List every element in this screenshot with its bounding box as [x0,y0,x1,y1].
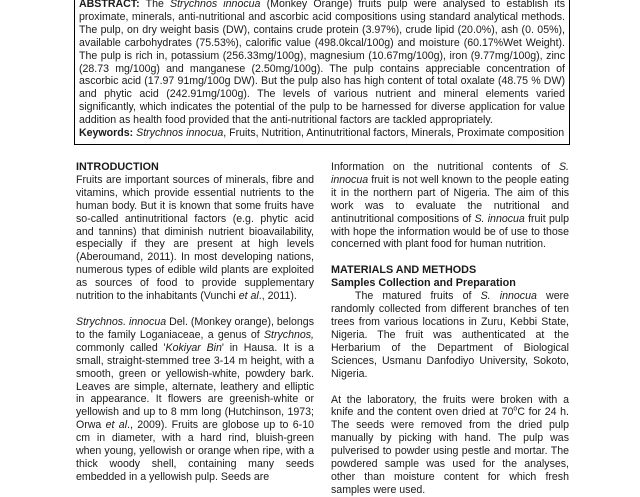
paragraph-italic: Strychnos. innocua [76,315,167,328]
introduction-paragraph [76,174,314,303]
paragraph-italic: et al [105,419,128,432]
keywords-species: Strychnos innocua [136,127,224,140]
intro-continued-paragraph [331,161,569,251]
abstract-text: (Monkey Orange) fruits pulp were analysed to establish its proximate, minerals, anti-nutritional and ascorbic acid compositions using standard analytical methods. The pulp, on dry weight basis (DW), contains crude protein (3.97%), crude lipid (20.0%), ash (0. 05%), available carbohydrates (75.53%), calorific value (498.0kcal/100g) and moisture (60.17%Wet Weight). The pulp is rich in, potassium (256.33mg/100g), magnesium (10.67mg/100g), iron (9.77mg/100g), zinc (28.73 mg/100g) and manganese (2.50mg/100g). The pulp contains appreciable concentration of ascorbic acid (17.97 91mg/100g DW). But the pulp also has high content of total oxalate (48.75 % DW) and phytic acid (242.91mg/100g). The levels of various nutrient and mineral elements varied significantly, which indicates the potential of the pulp to be harnessed for diverse application for value addition as health food provided that the anti-nutritional factors are tackled appropriately. [79,0,566,127]
paragraph-text: The matured fruits of [355,290,481,303]
keywords-text: , Fruits, Nutrition, Antinutritional factors, Minerals, Proximate composition [223,127,565,140]
paragraph-italic: et al [238,290,259,303]
paragraph-text: were randomly collected from different branches of ten trees from various locations in Zuru, Kebbi State, Nigeria. The fruit was authenticated at the Herbarium of the Department of Biological Sciences, Usmanu Danfodiyo University, Sokoto, Nigeria. [331,290,570,380]
paragraph-text: Del. (Monkey orange), belongs to the family Loganiaceae, a genus of [76,315,314,341]
paragraph-text: Fruits are important sources of minerals, fibre and vitamins, which provide essential nutrients to the human body. But it is known that some fruits have so-called antinutritional factors (e.g. phytic acid and tannins) that diminish nutrient bioavailability, especially if they are present at high levels (Aberoumand, 2011). In most developing nations, numerous types of edible wild plants are exploited as sources of food to provide supplementary nutrition to the inhabitants (Vunchi [76,173,314,303]
introduction-heading: INTRODUCTION [76,161,159,173]
paragraph-gap [331,251,569,264]
paragraph-text: fruit pulp with hope the information would be of use to those concerned with plant food for human nutrition. [331,212,570,251]
paragraph-italic: S. innocua [480,290,537,303]
paragraph-text: At the laboratory, the fruits were broken with a knife and the content oven dried at 70 [331,393,569,419]
paragraph-gap [76,303,314,316]
paragraph-italic: S. innocua [474,212,525,225]
abstract-box [74,0,570,145]
paragraph-text: ' in Hausa. It is a small, straight-stemmed tree 3-14 m height, with a smooth, green or yellowish-white, powdery bark. Leaves are simple, alternate, leathery and elliptic in appearance. It flowers are greenish-white or yellowish and up to 8 mm long (Hutchinson, 1973; Orwa [76,341,314,432]
samples-subheading: Samples Collection and Preparation [331,277,516,290]
paragraph-text: ., 2011). [258,290,297,303]
paragraph-text: ., 2009). Fruits are globose up to 6-10 cm in diameter, with a hard rind, bluish-green when young, yellowish or orange when ripe, with a thick woody shell, containing many seeds embedded in a yellowish pulp. Seeds are [76,419,314,483]
left-column [76,161,314,484]
paragraph-gap [331,381,569,394]
paragraph-text: commonly called ' [76,341,166,354]
paragraph-text: fruit is not well known to the people eating it in the northern part of Nigeria. The aim of this work was to evaluate the nutritional and antinutritional compositions of [331,173,569,225]
methods-heading: MATERIALS AND METHODS [331,264,477,277]
species-description-paragraph [76,316,314,484]
paragraph-italic: S. innocua [331,161,569,186]
abstract-text: The [139,0,171,10]
right-column [331,161,569,497]
abstract-label: ABSTRACT: [79,0,140,10]
abstract-paragraph [79,0,565,127]
paragraph-text: Information on the nutritional contents of [331,161,559,173]
paragraph-italic: Kokiyar Bin [165,341,222,354]
abstract-species: Strychnos innocua [170,0,261,10]
laboratory-paragraph [331,394,569,497]
degree-superscript: o [513,405,518,413]
paragraph-italic: Strychnos, [263,328,314,341]
paragraph-text: C for 24 h. The seeds were removed from the dried pulp manually by picking with hand. The pulp was pulverised to powder using pestle and mortar. The powdered sample was used for the analyses, other than moisture content for which fresh samples were used. [331,406,569,496]
samples-paragraph [331,290,569,380]
keywords-label: Keywords: [79,127,134,140]
keywords-line [79,127,565,140]
